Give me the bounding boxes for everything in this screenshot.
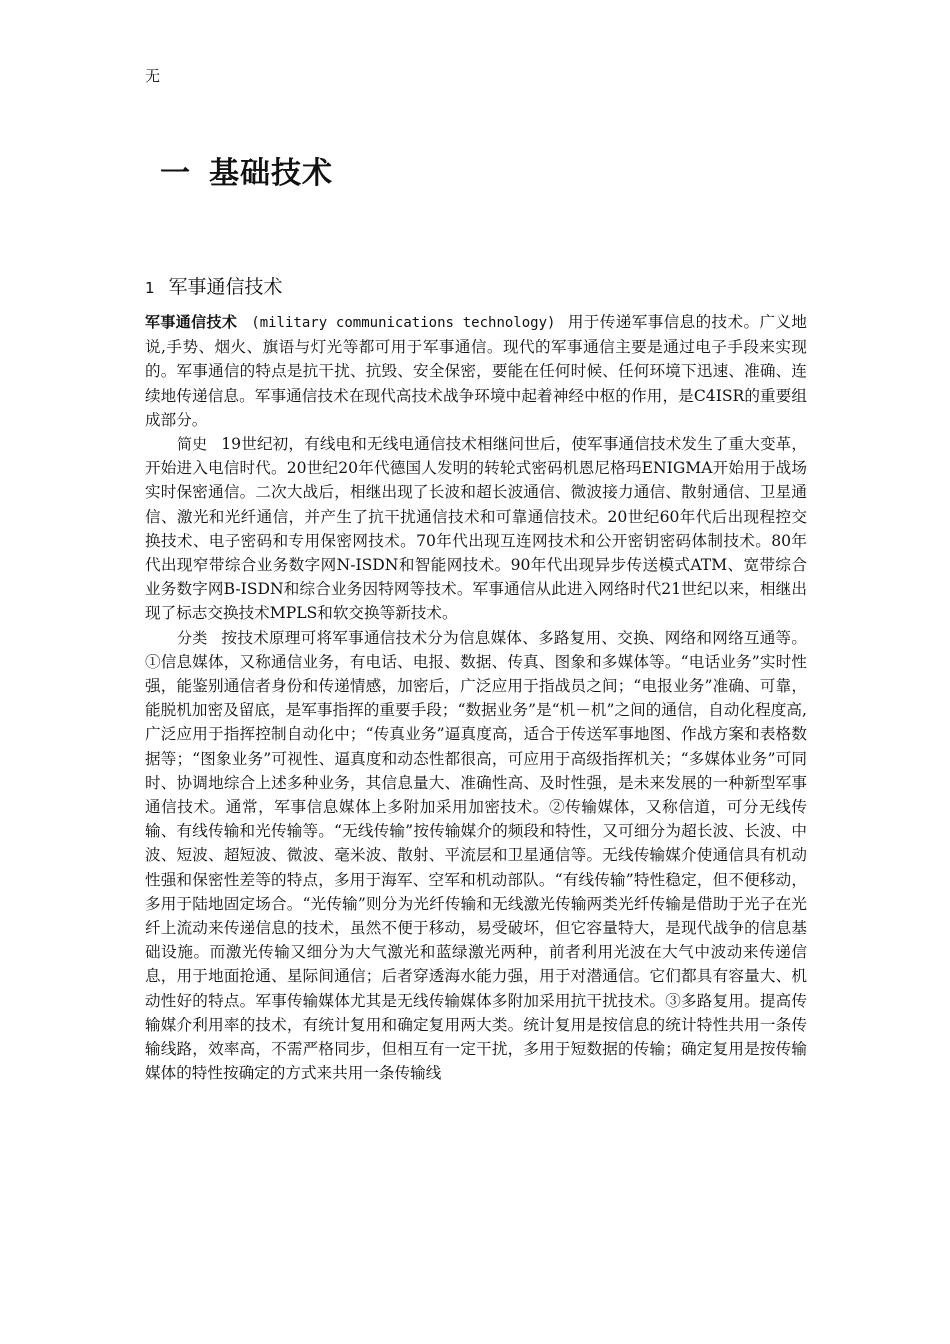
chapter-heading	[160, 150, 333, 198]
chapter-number: 一	[160, 156, 191, 191]
classification-label: 分类	[177, 628, 208, 647]
history-label: 简史	[177, 435, 208, 454]
entry-definition: 用于传递军事信息的技术。广义地说,手势、烟火、旗语与灯光等都可用于军事通信。现代的军事通信主要是通过电子手段来实现的。军事通信的特点是抗干扰、抗毁、安全保密，要能在任何时候、任何环境下迅速、准确、连续地传递信息。军事通信技术在现代高技术战争环境中起着神经中枢的作用，是C4ISR的重要组成部分。	[145, 313, 807, 429]
entry-term: 军事通信技术	[145, 313, 238, 331]
article-body	[145, 310, 807, 1086]
section-heading	[145, 273, 283, 302]
section-title-text: 军事通信技术	[168, 276, 283, 298]
history-paragraph	[145, 432, 807, 626]
chapter-title-text: 基础技术	[209, 156, 333, 191]
history-text: 19世纪初，有线电和无线电通信技术相继问世后，使军事通信技术发生了重大变革，开始进入电信时代。20世纪20年代德国人发明的转轮式密码机恩尼格玛ENIGMA开始用于战场实时保密通信。二次大战后，相继出现了长波和超长波通信、微波接力通信、散射通信、卫星通信、激光和光纤通信，并产生了抗干扰通信技术和可靠通信技术。20世纪60年代后出现程控交换技术、电子密码和专用保密网技术。70年代出现互连网技术和公开密钥密码体制技术。80年代出现窄带综合业务数字网N-ISDN和智能网技术。90年代出现异步传送模式ATM、宽带综合业务数字网B-ISDN和综合业务因特网等技术。军事通信从此进入网络时代21世纪以来，相继出现了标志交换技术MPLS和软交换等新技术。	[145, 435, 807, 623]
running-header: 无	[145, 67, 161, 85]
entry-paragraph	[145, 310, 807, 432]
section-number: 1	[145, 279, 155, 297]
entry-term-english: (military communications technology)	[251, 315, 556, 331]
classification-paragraph	[145, 626, 807, 1086]
classification-text: 按技术原理可将军事通信技术分为信息媒体、多路复用、交换、网络和网络互通等。①信息媒体，又称通信业务，有电话、电报、数据、传真、图象和多媒体等。“电话业务”实时性强，能鉴别通信者身份和传递情感，加密后，广泛应用于指战员之间；“电报业务”准确、可靠，能脱机加密及留底，是军事指挥的重要手段；“数据业务”是“机－机”之间的通信，自动化程度高,广泛应用于指挥控制自动化中；“传真业务”逼真度高，适合于传送军事地图、作战方案和表格数据等；“图象业务”可视性、逼真度和动态性都很高，可应用于高级指挥机关；“多媒体业务”可同时、协调地综合上述多种业务，其信息量大、准确性高、及时性强，是未来发展的一种新型军事通信技术。通常，军事信息媒体上多附加采用加密技术。②传输媒体，又称信道，可分无线传输、有线传输和光传输等。“无线传输”按传输媒介的频段和特性，又可细分为超长波、长波、中波、短波、超短波、微波、毫米波、散射、平流层和卫星通信等。无线传输媒介使通信具有机动性强和保密性差等的特点，多用于海军、空军和机动部队。“有线传输”特性稳定，但不便移动，多用于陆地固定场合。“光传输”则分为光纤传输和无线激光传输两类光纤传输是借助于光子在光纤上流动来传递信息的技术，虽然不便于移动，易受破坏，但它容量特大，是现代战争的信息基础设施。而激光传输又细分为大气激光和蓝绿激光两种，前者利用光波在大气中波动来传递信息，用于地面抢通、星际间通信；后者穿透海水能力强，用于对潜通信。它们都具有容量大、机动性好的特点。军事传输媒体尤其是无线传输媒体多附加采用抗干扰技术。③多路复用。提高传输媒介利用率的技术，有统计复用和确定复用两大类。统计复用是按信息的统计特性共用一条传输线路，效率高，不需严格同步，但相互有一定干扰，多用于短数据的传输；确定复用是按传输媒体的特性按确定的方式来共用一条传输线	[145, 628, 807, 1083]
